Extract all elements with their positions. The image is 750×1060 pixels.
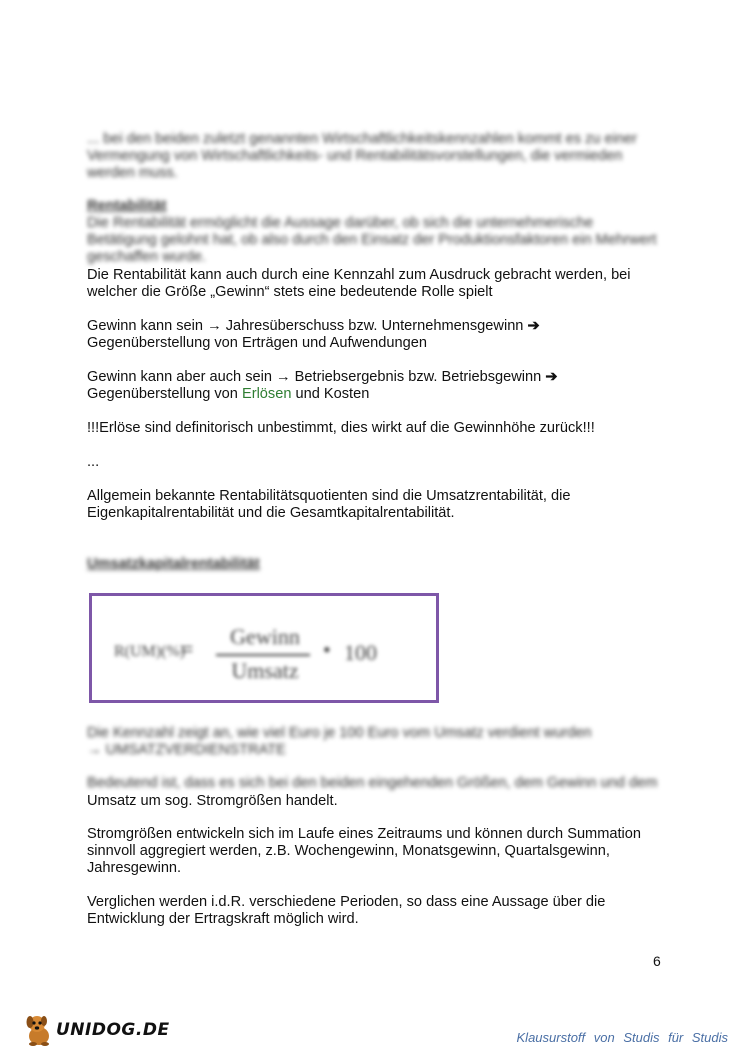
p2-text-b: Gegenüberstellung von Erträgen und Aufwendungen [87, 335, 427, 351]
formula-factor: 100 [344, 640, 377, 665]
unidog-logo[interactable] [22, 1012, 170, 1048]
paragraph-gewinn-betriebsergebnis [87, 369, 662, 403]
paragraph-rentabilitaetsquotienten: Allgemein bekannte Rentabilitätsquotienten sind die Umsatzrentabilität, die Eigenkapitalrentabilität und die Gesamtkapitalrentabilität. [87, 488, 571, 521]
formula-numerator: Gewinn [230, 624, 300, 649]
multiply-dot: • [323, 637, 331, 662]
paragraph-gewinn-jahresueberschuss [87, 318, 662, 352]
formula-content [92, 596, 436, 700]
dog-icon [22, 1012, 56, 1048]
bold-arrow-icon: ➔ [527, 318, 540, 334]
paragraph-perioden: Verglichen werden i.d.R. verschiedene Perioden, so dass eine Aussage über die Entwicklung der Ertragskraft möglich wird. [87, 894, 606, 927]
p3-text-b1: Gegenüberstellung von [87, 386, 242, 402]
p3-text-b2: und Kosten [291, 386, 370, 402]
paragraph-stromgroessen-intro: Umsatz um sog. Stromgrößen handelt. [87, 793, 338, 809]
blurred-intro-paragraph: ... bei den beiden zuletzt genannten Wirtschaftlichkeitskennzahlen kommt es zu einer Vermengung von Wirtschaftlichkeits- und Rentabilitätsvorstellungen, die vermieden werden muss. [87, 131, 638, 181]
footer-tagline: Klausurstoff von Studis für Studis [516, 1030, 728, 1045]
blurred-kennzahl-explanation [87, 725, 662, 759]
blurred-bedeutend-line: Bedeutend ist, dass es sich bei den beiden eingehenden Größen, dem Gewinn und dem [87, 775, 658, 791]
blurred-rentabilitaet-section [87, 198, 662, 266]
formula-equals: = [180, 637, 194, 663]
formula-box [89, 593, 439, 703]
fraction-line [216, 654, 310, 656]
logo-text: UNIDOG.DE [56, 1020, 170, 1040]
paragraph-kennzahl-gewinn: Die Rentabilität kann auch durch eine Kennzahl zum Ausdruck gebracht werden, bei welcher die Größe „Gewinn“ stets eine bedeutende Rolle spielt [87, 267, 631, 300]
paragraph-erloese-warning: !!!Erlöse sind definitorisch unbestimmt, dies wirkt auf die Gewinnhöhe zurück!!! [87, 420, 595, 436]
highlighted-word-erloese: Erlösen [241, 386, 292, 402]
paragraph-stromgroessen: Stromgrößen entwickeln sich im Laufe eines Zeitraums und können durch Summation sinnvoll aggregiert werden, z.B. Wochengewinn, Monatsgewinn, Quartalsgewinn, Jahresgewinn. [87, 826, 642, 876]
p3-text-a: Gewinn kann aber auch sein → Betriebsergebnis bzw. Betriebsgewinn [87, 369, 542, 385]
bold-arrow-icon: ➔ [545, 369, 558, 385]
paragraph-ellipsis: ... [87, 454, 100, 470]
blurred-heading-umsatzrentabilitaet: Umsatzkapitalrentabilität [87, 556, 260, 572]
blurred-heading-rentabilitaet: Rentabilität [87, 198, 167, 214]
blurred-rentabilitaet-text: Die Rentabilität ermöglicht die Aussage darüber, ob sich die unternehmerische Betätigung gelohnt hat, ob also durch den Einsatz der Produktionsfaktoren ein Mehrwert geschaffen wurde. [87, 215, 657, 265]
p2-text-a: Gewinn kann sein → Jahresüberschuss bzw. Unternehmensgewinn [87, 318, 524, 334]
formula-left-side: R(UM)(%) [114, 643, 186, 660]
formula-denominator: Umsatz [231, 658, 299, 683]
blurred-kennzahl-text: Die Kennzahl zeigt an, wie viel Euro je 100 Euro vom Umsatz verdient wurden [87, 725, 592, 741]
blurred-kennzahl-arrow: → UMSATZVERDIENSTRATE [87, 742, 286, 758]
page-number: 6 [653, 953, 661, 969]
